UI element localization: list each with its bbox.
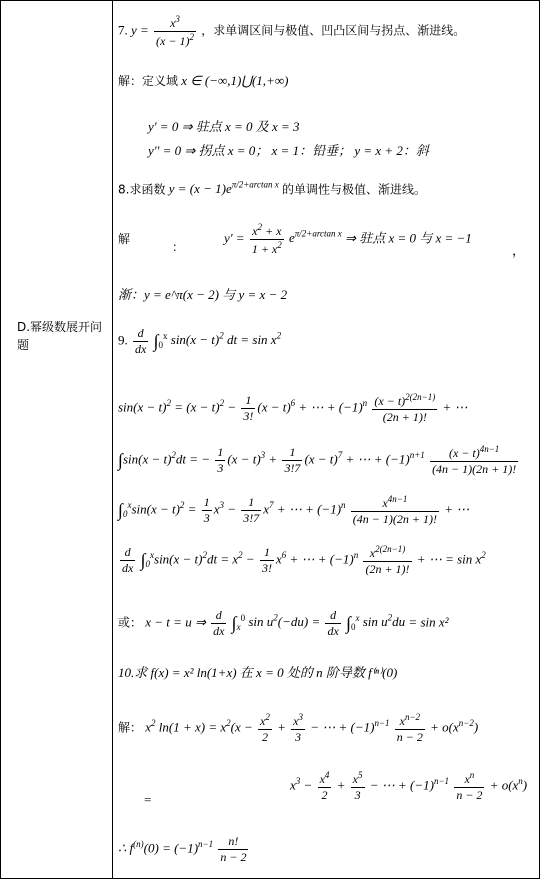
problem-10-series: $x^3$ − $\frac{x^4}{2}$ + $\frac{x^5}{3}$ − ⋯ + $(-1)^{n-1}$ $\frac{x^n}{n - 2}$ + $o(x^n)$ bbox=[290, 770, 528, 802]
column-divider bbox=[112, 0, 113, 879]
problem-8-result: ⇒ 驻点 x = 0 与 x = −1 bbox=[345, 230, 472, 246]
problem-8-solution bbox=[118, 230, 130, 247]
problem-7-task: ，求单调区间与极值、凹凸区间与拐点、渐进线。 bbox=[201, 23, 466, 38]
problem-9-header: 9. $\frac{d}{dx}$ $\int_0^x$ $\sin(x - t)^2$ dt = $\sin x^2$ bbox=[118, 326, 282, 356]
series-sin: $\sin(x - t)^2 = (x - t)^2$ − $\frac{1}{3!}$ $(x - t)^6$ + ⋯ + $(-1)^n$ $\frac{(x - t)^{2(2n-1)}}{(2n + 1)!}$ + ⋯ bbox=[118, 392, 468, 424]
problem-9-number: 9. bbox=[118, 332, 128, 348]
problem-10-equals: = bbox=[144, 792, 152, 807]
problem-8-comma: ， bbox=[512, 243, 526, 258]
series-integral: $\int\sin(x - t)^2dt$ = − $\frac{1}{3}$ $(x - t)^3$ + $\frac{1}{3!7}$ $(x - t)^7$ + ⋯ + $(-1)^{n+1}$ $\frac{(x - t)^{4n-1}}{(4n - 1)(2n + 1)!}$ bbox=[118, 444, 517, 476]
problem-7-header: 7. y = $\frac{x^3}{(x - 1)^2}$ ，求单调区间与极值、凹凸区间与拐点、渐进线。 bbox=[118, 14, 466, 48]
problem-8-lead: 8.求函数 bbox=[118, 182, 166, 197]
series-derivative: $\frac{d}{dx}$ $\int_0^x\sin(x - t)^2dt = x^2$ − $\frac{1}{3!}$ $x^6$ + ⋯ + $(-1)^n$ $\frac{x^{2(2n-1)}}{(2n + 1)!}$ + ⋯ = $\sin x^2$ bbox=[122, 544, 486, 576]
or-result: = sin x² bbox=[408, 614, 449, 630]
problem-10-expansion: 解： $x^2$ $\ln(1 + x) = x^2(x$ − $\frac{x^2}{2}$ + $\frac{x^3}{3}$ − ⋯ + $(-1)^{n-1}$ $\frac{x^{n-2}}{n - 2}$ + $o(x^{n-2})$ bbox=[118, 712, 479, 744]
problem-7-line2: y'' = 0 ⇒ 拐点 x = 0； x = 1：铅垂； y = x + 2：斜 bbox=[148, 143, 429, 158]
problem-8-colon bbox=[172, 238, 184, 255]
solution-label: 解 bbox=[118, 232, 131, 246]
problem-9-alternative: 或： x − t = u ⇒ $\frac{d}{dx}$ $\int_x^0$ $\sin u^2(-du)$ = $\frac{d}{dx}$ $\int_0^x$ $\sin u^2du = \sin x^2$ bbox=[118, 608, 449, 638]
solution-label: 解： bbox=[118, 720, 143, 735]
domain-value: x ∈ (−∞,1)⋃(1,+∞) bbox=[181, 73, 289, 88]
problem-8-header: 8.求函数 $y = (x - 1)e^{\pi/2+arctan x}$ 的单调性与极值、渐进线。 bbox=[118, 180, 426, 197]
or-label: 或： bbox=[118, 615, 143, 630]
problem-8-task: 的单调性与极值、渐进线。 bbox=[281, 182, 426, 197]
problem-7-line1: y' = 0 ⇒ 驻点 x = 0 及 x = 3 bbox=[148, 119, 300, 134]
colon: ： bbox=[172, 240, 185, 254]
problem-10-header: 10.求 f(x) = x² ln(1+x) 在 x = 0 处的 n 阶导数 f⁽ⁿ⁾(0) bbox=[118, 665, 398, 680]
problem-8-derivative: y' = $\frac{x^2 + x}{1 + x^2}$ $e^{\pi/2+arctan x}$ ⇒ 驻点 x = 0 与 x = −1 bbox=[224, 222, 472, 256]
problem-7-domain bbox=[118, 72, 288, 89]
solution-label: 解：定义域 bbox=[118, 74, 179, 88]
section-label: D.幂级数展开问题 bbox=[17, 320, 103, 352]
problem-10-result: ∴ $f^{(n)}(0) = (-1)^{n-1}$ $\frac{n!}{n - 2}$ bbox=[118, 834, 247, 864]
problem-8-asymptote: 渐：y = e^π(x − 2) 与 y = x − 2 bbox=[118, 287, 288, 302]
series-definite: $\int_0^x\sin(x - t)^2$ = $\frac{1}{3}$ $x^3$ − $\frac{1}{3!7}$ $x^7$ + ⋯ + $(-1)^n$ $\frac{x^{4n-1}}{(4n - 1)(2n + 1)!}$ + ⋯ bbox=[118, 494, 470, 526]
therefore-symbol: ∴ bbox=[118, 840, 127, 856]
